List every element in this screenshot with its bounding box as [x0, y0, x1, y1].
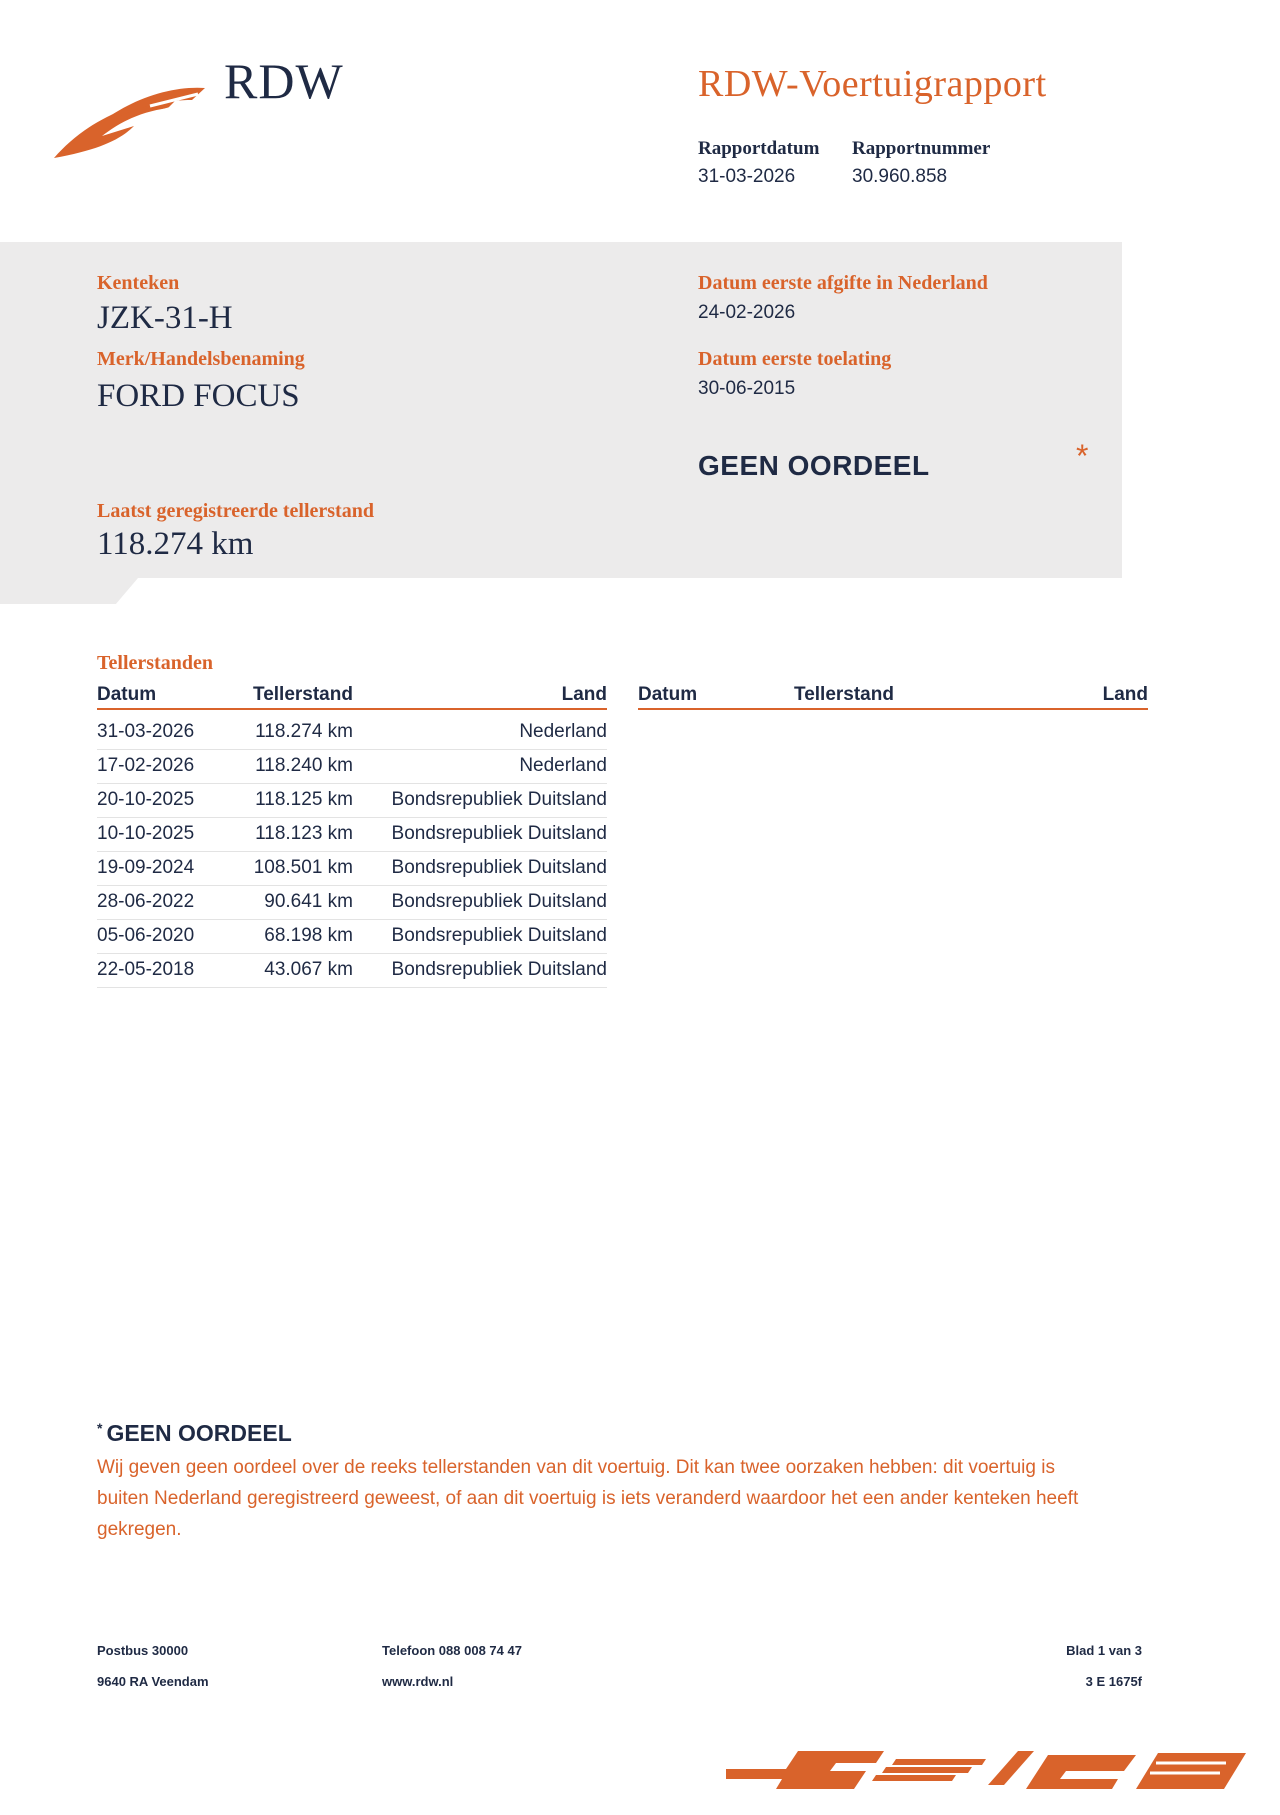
header-date: Datum: [638, 684, 698, 705]
row-date: 22-05-2018: [97, 959, 195, 980]
table-row: [97, 818, 607, 852]
footer-code: 3 E 1675f: [1085, 1674, 1142, 1689]
row-country: Bondsrepubliek Duitsland: [391, 891, 607, 912]
orange-stripes-icon: [726, 1745, 1266, 1795]
table-row: [97, 920, 607, 954]
row-reading: 118.123 km: [255, 823, 353, 844]
header-reading: Tellerstand: [253, 684, 353, 705]
row-country: Bondsrepubliek Duitsland: [391, 959, 607, 980]
footnote-title-text: GEEN OORDEEL: [106, 1420, 292, 1446]
row-reading: 118.240 km: [255, 755, 353, 776]
row-country: Bondsrepubliek Duitsland: [391, 789, 607, 810]
row-country: Nederland: [519, 755, 607, 776]
plate-value: JZK-31-H: [97, 300, 233, 336]
first-admission-label: Datum eerste toelating: [698, 348, 892, 370]
verdict-footnote-marker: *: [1076, 438, 1089, 474]
table-header-left: [97, 684, 607, 710]
panel-tab: [0, 578, 138, 604]
odometer-label: Laatst geregistreerde tellerstand: [97, 500, 374, 522]
first-registration-nl-label: Datum eerste afgifte in Nederland: [698, 272, 988, 294]
row-date: 20-10-2025: [97, 789, 195, 810]
row-date: 05-06-2020: [97, 925, 195, 946]
rdw-wing-logo-icon: [50, 78, 210, 168]
row-date: 17-02-2026: [97, 755, 195, 776]
footer-phone: Telefoon 088 008 74 47: [382, 1643, 522, 1658]
first-registration-nl-value: 24-02-2026: [698, 302, 796, 323]
row-date: 10-10-2025: [97, 823, 195, 844]
make-label: Merk/Handelsbenaming: [97, 348, 305, 370]
verdict-label: GEEN OORDEEL: [698, 450, 930, 481]
footer-postbus: Postbus 30000: [97, 1643, 189, 1658]
header-country: Land: [561, 684, 607, 705]
footnote-title: [97, 1420, 292, 1447]
row-country: Nederland: [519, 721, 607, 742]
row-date: 31-03-2026: [97, 721, 195, 742]
report-date-label: Rapportdatum: [698, 138, 820, 159]
table-row: [97, 954, 607, 988]
report-number-label: Rapportnummer: [852, 138, 991, 159]
row-reading: 108.501 km: [253, 857, 353, 878]
row-reading: 90.641 km: [264, 891, 353, 912]
footer-page-number: Blad 1 van 3: [1066, 1643, 1142, 1658]
footnote-marker: *: [97, 1420, 103, 1436]
table-row: [97, 852, 607, 886]
report-title: RDW-Voertuigrapport: [698, 63, 1047, 105]
header-country: Land: [1102, 684, 1148, 705]
table-title: Tellerstanden: [97, 652, 213, 674]
header-reading: Tellerstand: [794, 684, 894, 705]
table-row: [97, 750, 607, 784]
report-date: 31-03-2026: [698, 166, 796, 187]
table-row: [97, 886, 607, 920]
plate-label: Kenteken: [97, 272, 180, 294]
make-value: FORD FOCUS: [97, 378, 300, 414]
footer-address: 9640 RA Veendam: [97, 1674, 209, 1689]
footnote-text: Wij geven geen oordeel over de reeks tellerstanden van dit voertuig. Dit kan twee oorzaken hebben: dit voertuig is buiten Nederland geregistreerd geweest, of aan dit voertuig is iets veranderd waardoor het een ander kenteken heeft gekregen.: [97, 1457, 1079, 1540]
report-number: 30.960.858: [852, 166, 948, 187]
table-header-right: [638, 684, 1148, 710]
row-country: Bondsrepubliek Duitsland: [391, 823, 607, 844]
row-country: Bondsrepubliek Duitsland: [391, 857, 607, 878]
table-row: [97, 784, 607, 818]
brand-name: RDW: [224, 53, 344, 109]
odometer-value: 118.274 km: [97, 526, 254, 562]
row-reading: 118.274 km: [255, 721, 353, 742]
row-country: Bondsrepubliek Duitsland: [391, 925, 607, 946]
row-date: 28-06-2022: [97, 891, 195, 912]
odometer-table: [97, 716, 607, 988]
first-admission-value: 30-06-2015: [698, 378, 796, 399]
row-date: 19-09-2024: [97, 857, 195, 878]
footer-website: www.rdw.nl: [382, 1674, 454, 1689]
row-reading: 43.067 km: [264, 959, 353, 980]
row-reading: 68.198 km: [264, 925, 353, 946]
row-reading: 118.125 km: [255, 789, 353, 810]
table-row: [97, 716, 607, 750]
header-date: Datum: [97, 684, 157, 705]
